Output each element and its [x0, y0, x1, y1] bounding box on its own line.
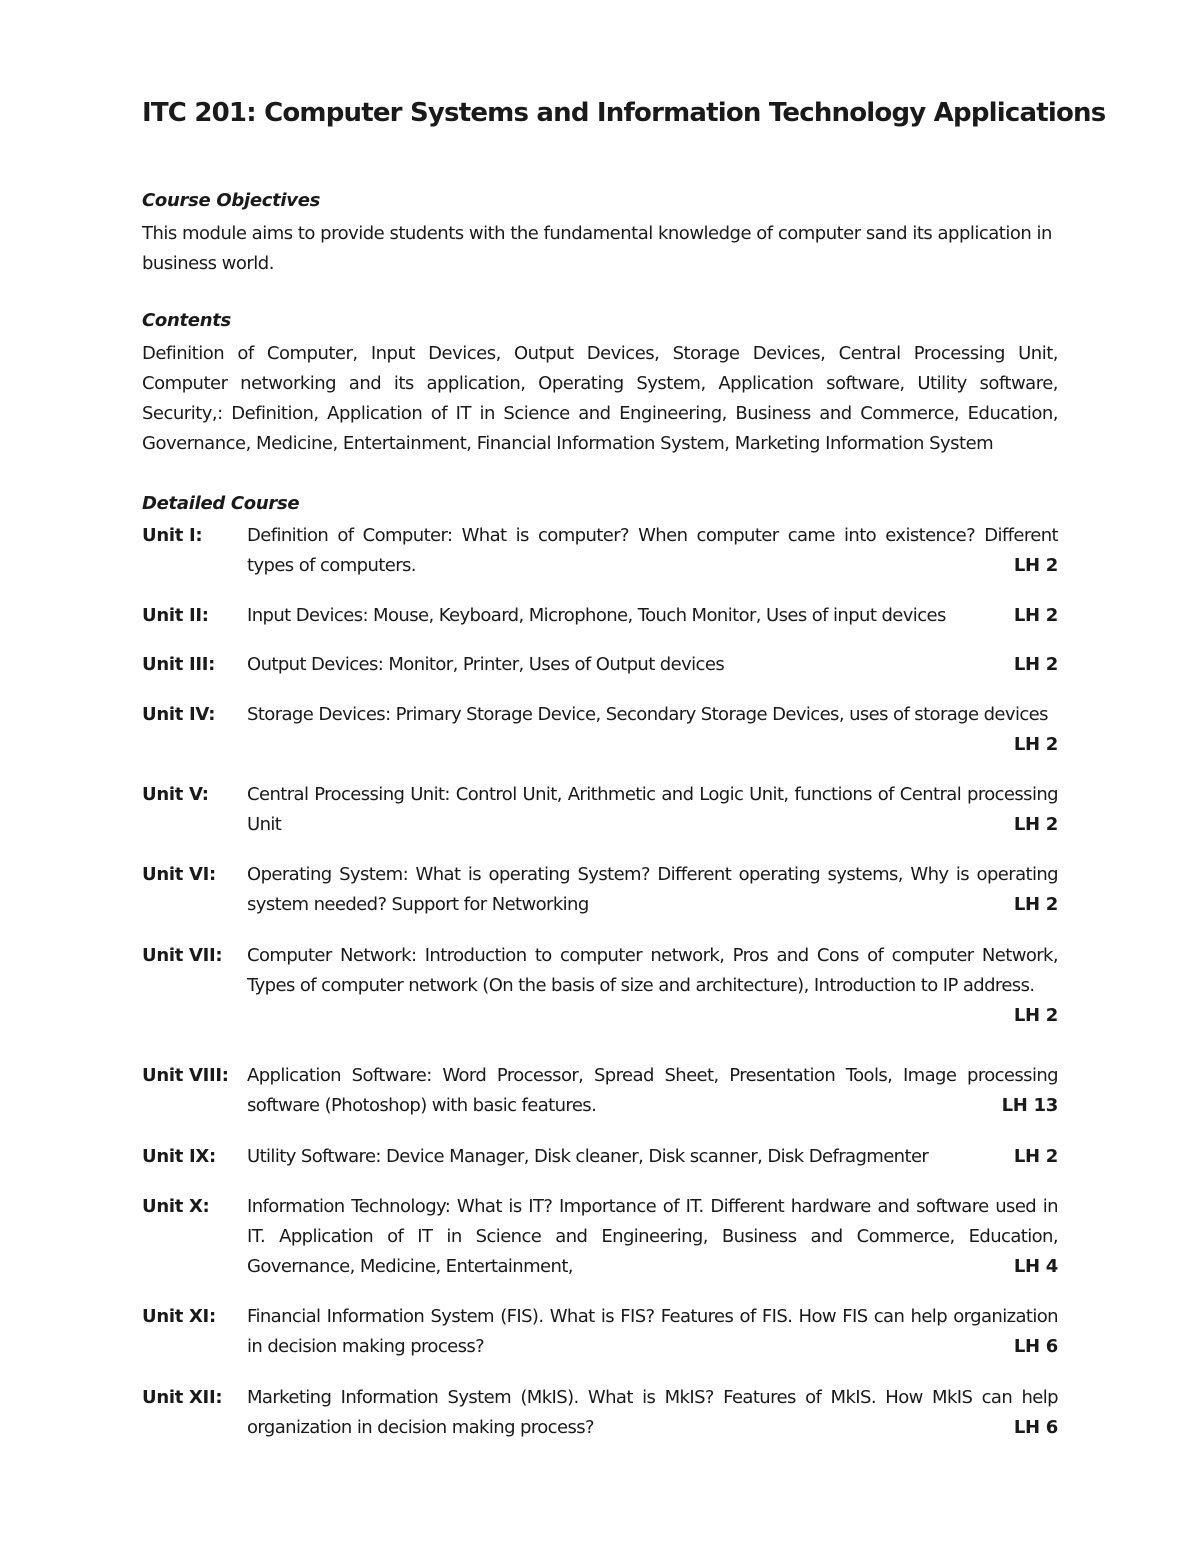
unit-label: Unit V: — [142, 784, 209, 805]
unit-description — [247, 700, 1058, 760]
page-title: ITC 201: Computer Systems and Information Technology Applications — [142, 98, 1106, 128]
objectives-text: This module aims to provide students with the fundamental knowledge of computer sand its application in business world. — [142, 223, 1052, 274]
unit-label: Unit XI: — [142, 1306, 216, 1327]
unit-description — [247, 1192, 1058, 1282]
unit-text: Central Processing Unit: Control Unit, Arithmetic and Logic Unit, functions of Central processing Unit — [247, 784, 1058, 835]
unit-text: Application Software: Word Processor, Spread Sheet, Presentation Tools, Image processing software (Photoshop) with basic features. — [247, 1065, 1058, 1116]
unit-description — [247, 521, 1058, 581]
lecture-hours: LH 13 — [1001, 1095, 1058, 1116]
unit-text: Input Devices: Mouse, Keyboard, Microphone, Touch Monitor, Uses of input devices — [247, 605, 946, 626]
lecture-hours: LH 2 — [1013, 734, 1058, 755]
unit-description — [247, 650, 1058, 680]
unit-description — [247, 1142, 1058, 1172]
objectives-heading: Course Objectives — [142, 190, 321, 211]
unit-label: Unit I: — [142, 525, 203, 546]
unit-description — [247, 601, 1058, 631]
unit-label: Unit VII: — [142, 945, 223, 966]
unit-text: Utility Software: Device Manager, Disk cleaner, Disk scanner, Disk Defragmenter — [247, 1146, 929, 1167]
contents-text: Definition of Computer, Input Devices, Output Devices, Storage Devices, Central Processing Unit, Computer networking and its application, Operating System, Application software, Utility software, Security,: Definition, Application of IT in Science and Engineering, Business and Commerce, Education, Governance, Medicine, Entertainment, Financial Information System, Marketing Information System — [142, 343, 1058, 454]
unit-label: Unit X: — [142, 1196, 210, 1217]
unit-text: Information Technology: What is IT? Importance of IT. Different hardware and software used in IT. Application of IT in Science and Engineering, Business and Commerce, Education, Governance, Medicine, Entertainment, — [247, 1196, 1058, 1277]
unit-label: Unit IV: — [142, 704, 216, 725]
unit-text: Marketing Information System (MkIS). What is MkIS? Features of MkIS. How MkIS can help organization in decision making process? — [247, 1387, 1058, 1438]
unit-description — [247, 1383, 1058, 1443]
unit-description — [247, 860, 1058, 920]
unit-description — [247, 1061, 1058, 1121]
lecture-hours: LH 2 — [1013, 605, 1058, 626]
lecture-hours: LH 6 — [1013, 1417, 1058, 1438]
unit-text: Computer Network: Introduction to computer network, Pros and Cons of computer Network, Types of computer network (On the basis of size and architecture), Introduction to IP address. — [247, 945, 1058, 996]
lecture-hours: LH 2 — [1013, 1146, 1058, 1167]
lecture-hours: LH 2 — [1013, 555, 1058, 576]
lecture-hours: LH 2 — [1013, 814, 1058, 835]
unit-text: Definition of Computer: What is computer? When computer came into existence? Different types of computers. — [247, 525, 1058, 576]
unit-description — [247, 941, 1058, 1031]
unit-label: Unit III: — [142, 654, 216, 675]
unit-description — [247, 780, 1058, 840]
lecture-hours: LH 2 — [1013, 894, 1058, 915]
unit-label: Unit II: — [142, 605, 209, 626]
detailed-course-heading: Detailed Course — [142, 493, 300, 514]
unit-text: Financial Information System (FIS). What is FIS? Features of FIS. How FIS can help organization in decision making process? — [247, 1306, 1058, 1357]
unit-label: Unit VI: — [142, 864, 216, 885]
lecture-hours: LH 2 — [1013, 1005, 1058, 1026]
unit-label: Unit VIII: — [142, 1065, 229, 1086]
contents-heading: Contents — [142, 310, 231, 331]
unit-text: Output Devices: Monitor, Printer, Uses of Output devices — [247, 654, 725, 675]
lecture-hours: LH 2 — [1013, 654, 1058, 675]
unit-text: Operating System: What is operating System? Different operating systems, Why is operating system needed? Support for Networking — [247, 864, 1058, 915]
lecture-hours: LH 6 — [1013, 1336, 1058, 1357]
lecture-hours: LH 4 — [1013, 1256, 1058, 1277]
unit-text: Storage Devices: Primary Storage Device, Secondary Storage Devices, uses of storage devices — [247, 704, 1048, 725]
unit-description — [247, 1302, 1058, 1362]
unit-label: Unit IX: — [142, 1146, 216, 1167]
unit-label: Unit XII: — [142, 1387, 223, 1408]
